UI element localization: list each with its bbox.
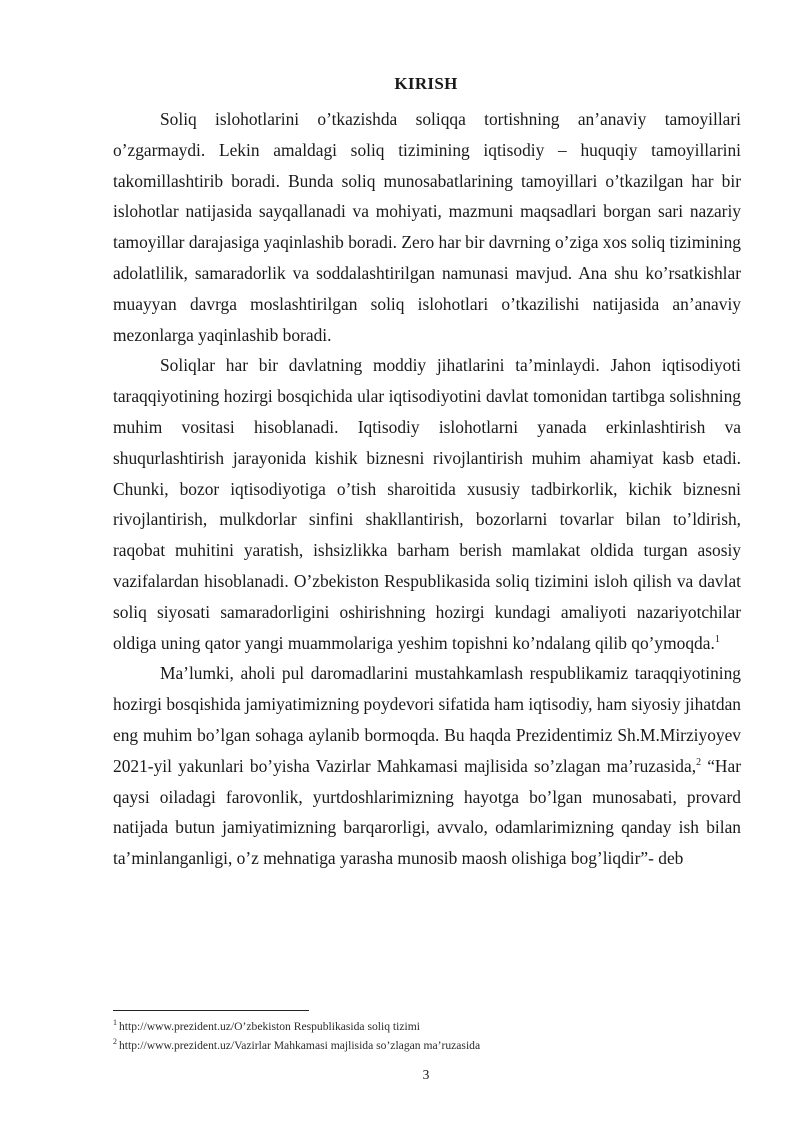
footnotes <box>113 1017 741 1055</box>
footnote-2-number: 2 <box>113 1037 117 1047</box>
footnote-1 <box>113 1017 741 1036</box>
paragraph-3-text-before-ref: Ma’lumki, aholi pul daromadlarini mustahkamlash respublikamiz taraqqiyotining hozirgi bosqishida jamiyatimizning poydevori sifatida ham iqtisodiy, ham siyosiy jihatdan eng muhim bo’lgan sohaga aylanib bormoqda. Bu haqda Prezidentimiz Sh.M.Mirziyoyev 2021-yil yakunlari bo’yisha Vazirlar Mahkamasi majlisida so’zlagan ma’ruzasida, <box>113 663 741 776</box>
paragraph-3 <box>113 658 741 874</box>
footnote-2-link[interactable]: http://www.prezident.uz/Vazirlar Mahkamasi majlisida so’zlagan ma’ruzasida <box>119 1039 481 1052</box>
footnote-1-link[interactable]: http://www.prezident.uz/O’zbekiston Respublikasida soliq tizimi <box>119 1020 420 1033</box>
footnote-2 <box>113 1036 741 1055</box>
footnote-ref-2[interactable]: 2 <box>696 756 702 768</box>
page-number: 3 <box>422 1067 430 1082</box>
footnote-divider <box>113 1010 309 1011</box>
body-text <box>113 104 741 874</box>
paragraph-1-text: Soliq islohotlarini o’tkazishda soliqqa tortishning an’anaviy tamoyillari o’zgarmaydi. Lekin amaldagi soliq tizimining iqtisodiy – huquqiy tamoyillarini takomillashtirib boradi. Bunda soliq munosabatlarining tamoyillari o’tkazilgan har bir islohotlar natijasida sayqallanadi va mohiyati, mazmuni maqsadlari borgan sari nazariy tamoyillar darajasiga yaqinlashib boradi. Zero har bir davrning o’ziga xos soliq tizimining adolatlilik, samaradorlik va soddalashtirilgan namunasi mavjud. Ana shu ko’rsatkishlar muayyan davrga moslashtirilgan soliq islohotlari o’tkazilishi natijasida an’anaviy mezonlarga yaqinlashib boradi. <box>113 109 741 345</box>
footnote-1-number: 1 <box>113 1018 117 1028</box>
page-title: KIRISH <box>394 74 458 93</box>
paragraph-2 <box>113 350 741 658</box>
paragraph-1 <box>113 104 741 350</box>
paragraph-3-text-after-ref: “Har qaysi oiladagi farovonlik, yurtdoshlarimizning hayotga bo’lgan munosabati, provard natijada butun jamiyatimizning barqarorligi, avvalo, odamlarimizning qanday ish bilan ta’minlanganligi, o’z mehnatiga yarasha munosib maosh olishiga bog’liqdir”- deb <box>113 755 741 869</box>
footnote-ref-1[interactable]: 1 <box>714 633 720 645</box>
paragraph-2-text: Soliqlar har bir davlatning moddiy jihatlarini ta’minlaydi. Jahon iqtisodiyoti taraqqiyotining hozirgi bosqichida ular iqtisodiyotini davlat tomonidan tartibga solishning muhim vositasi hisoblanadi. Iqtisodiy islohotlarni yanada erkinlashtirish va shuqurlashtirish jarayonida kishik biznesni rivojlantirish muhim ahamiyat kasb etadi. Chunki, bozor iqtisodiyotiga o’tish sharoitida xususiy tadbirkorlik, kichik biznesni rivojlantirish, mulkdorlar sinfini shakllantirish, bozorlarni tovarlar bilan to’ldirish, raqobat muhitini yaratish, ishsizlikka barham berish mamlakat oldida turgan asosiy vazifalardan hisoblanadi. O’zbekiston Respublikasida soliq tizimini isloh qilish va davlat soliq siyosati samaradorligini oshirishning hozirgi kundagi amaliyoti nazariyotchilar oldiga uning qator yangi muammolariga yeshim topishni ko’ndalang qilib qo’ymoqda. <box>113 355 741 653</box>
